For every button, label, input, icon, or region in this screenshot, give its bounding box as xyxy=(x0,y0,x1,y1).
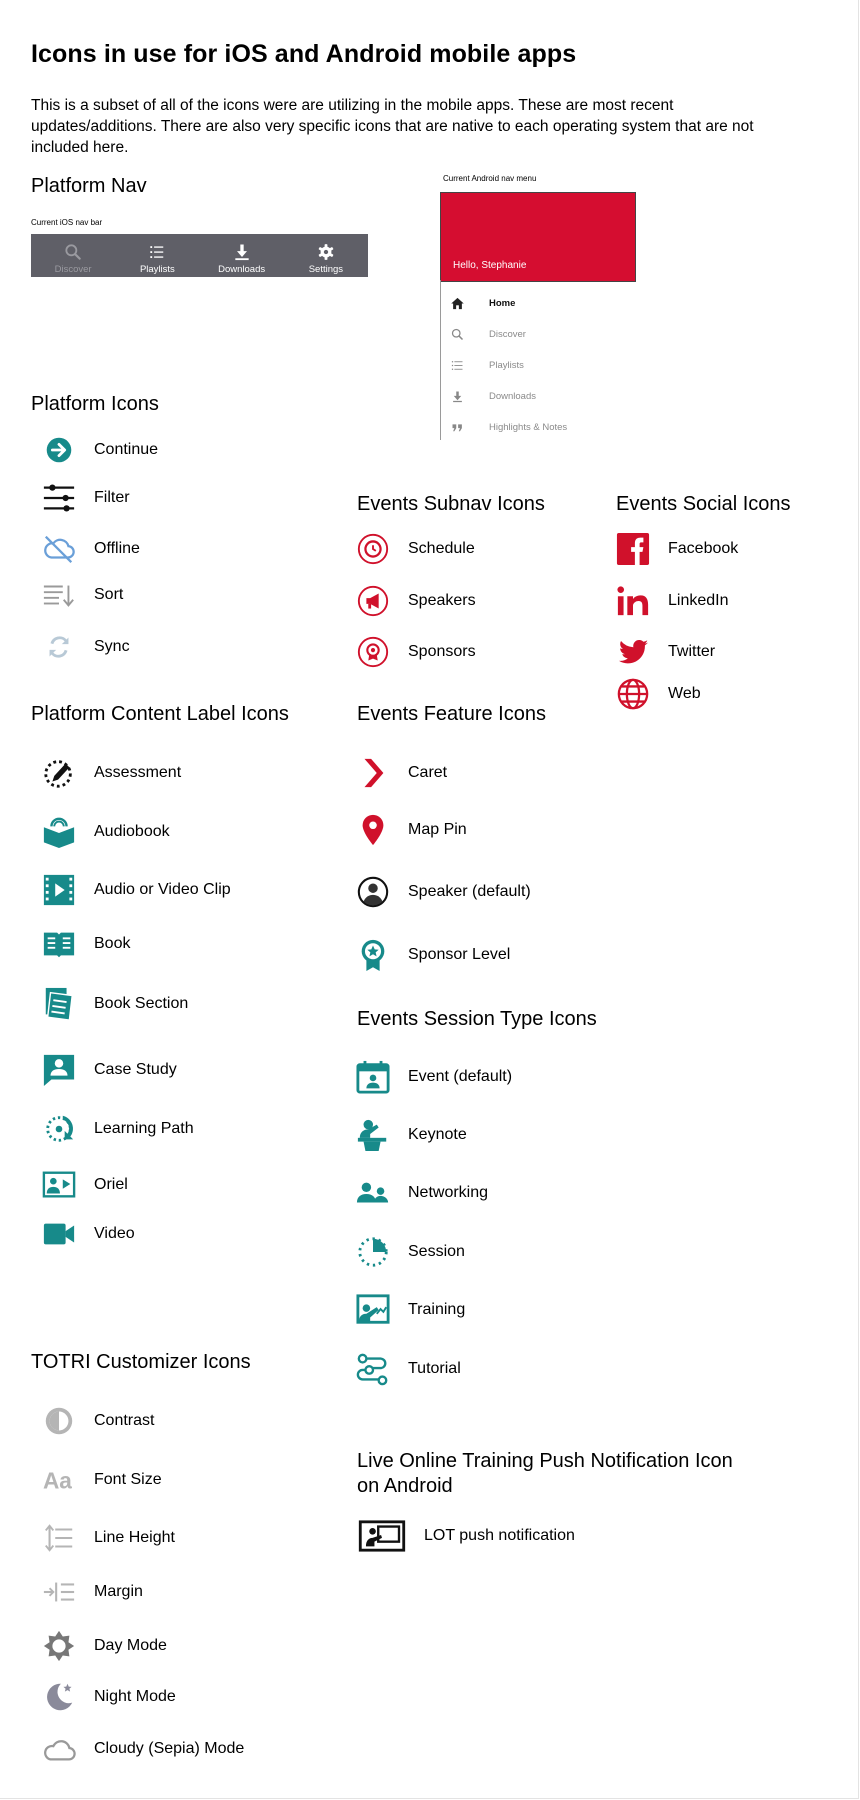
learning-path-icon xyxy=(42,1112,76,1146)
icon-label: Night Mode xyxy=(94,1688,176,1705)
icon-row-keynote xyxy=(355,1117,467,1153)
icon-row-web xyxy=(615,676,701,712)
film-icon xyxy=(42,873,76,907)
icon-row-twitter xyxy=(615,634,715,670)
icon-row-sort xyxy=(41,577,123,613)
events-subnav-heading: Events Subnav Icons xyxy=(357,493,545,515)
android-nav-label: Home xyxy=(489,297,516,309)
svg-text:Aa: Aa xyxy=(42,1467,72,1494)
keynote-podium-icon xyxy=(356,1118,390,1152)
icon-row-map-pin xyxy=(355,812,467,848)
icon-label: Contrast xyxy=(94,1412,155,1429)
icon-label: Sponsor Level xyxy=(408,946,511,963)
icon-row-day-mode xyxy=(41,1628,167,1664)
intro-text: This is a subset of all of the icons were are utilizing in the mobile apps. These are most recent updates/additions. There are also very specific icons that are native to each operating system that are not included here. xyxy=(31,97,754,156)
icon-row-video xyxy=(41,1216,135,1252)
icon-row-continue xyxy=(41,432,158,468)
icon-label: Audiobook xyxy=(94,823,170,840)
icon-label: Facebook xyxy=(668,540,739,557)
icon-label: Learning Path xyxy=(94,1120,194,1137)
schedule-icon xyxy=(356,532,390,566)
icon-label: Oriel xyxy=(94,1176,128,1193)
icon-label: Assessment xyxy=(94,764,182,781)
continue-icon xyxy=(42,433,76,467)
icon-label: Networking xyxy=(408,1184,489,1201)
icon-label: Case Study xyxy=(94,1061,177,1078)
icon-label: LinkedIn xyxy=(668,592,729,609)
case-study-icon xyxy=(42,1053,76,1087)
download-icon xyxy=(450,389,465,404)
android-nav-caption: Current Android nav menu xyxy=(443,174,537,183)
icon-label: Audio or Video Clip xyxy=(94,881,231,898)
megaphone-icon xyxy=(356,584,390,618)
icon-row-event xyxy=(355,1059,512,1095)
linkedin-icon xyxy=(616,584,650,618)
icon-row-oriel xyxy=(41,1167,128,1203)
lot-notification-icon xyxy=(357,1519,407,1553)
twitter-icon xyxy=(616,635,650,669)
facebook-icon xyxy=(616,532,650,566)
sort-icon xyxy=(42,578,76,612)
icon-label: Event (default) xyxy=(408,1068,513,1085)
android-nav-label: Highlights & Notes xyxy=(489,421,568,433)
platform-nav-heading: Platform Nav xyxy=(31,175,147,197)
android-nav-label: Playlists xyxy=(489,359,524,371)
ios-nav-label: Downloads xyxy=(218,264,266,275)
android-nav-downloads[interactable] xyxy=(450,386,536,406)
icon-row-case-study xyxy=(41,1052,177,1088)
icon-label: Training xyxy=(408,1301,466,1318)
events-session-heading: Events Session Type Icons xyxy=(357,1008,597,1030)
icon-label: Session xyxy=(408,1243,465,1260)
events-feature-heading: Events Feature Icons xyxy=(357,703,546,725)
android-menu-edge xyxy=(440,280,441,440)
list-icon xyxy=(147,242,167,262)
people-icon xyxy=(356,1176,390,1210)
icon-row-audiobook xyxy=(41,814,170,850)
icon-row-contrast xyxy=(41,1403,154,1439)
android-greeting: Hello, Stephanie xyxy=(453,260,527,271)
icon-label: Sort xyxy=(94,586,124,603)
sun-icon xyxy=(42,1629,76,1663)
icon-label: Day Mode xyxy=(94,1637,167,1654)
android-nav-menu xyxy=(440,192,636,448)
ios-nav-playlists[interactable] xyxy=(115,234,199,277)
page-title: Icons in use for iOS and Android mobile apps xyxy=(31,40,577,68)
ios-nav-label: Discover xyxy=(54,264,92,275)
icon-row-night-mode xyxy=(41,1679,176,1715)
icon-label: Web xyxy=(668,685,701,702)
icon-row-speaker xyxy=(355,874,531,910)
icon-label: Cloudy (Sepia) Mode xyxy=(94,1740,245,1757)
ios-nav-label: Playlists xyxy=(139,264,175,275)
icon-row-tutorial xyxy=(355,1351,461,1387)
tutorial-path-icon xyxy=(356,1352,390,1386)
calendar-icon xyxy=(356,1060,390,1094)
home-icon xyxy=(450,296,465,311)
icon-row-font-size xyxy=(41,1462,162,1498)
filter-icon xyxy=(42,481,76,515)
icon-row-margin xyxy=(41,1574,143,1610)
icon-label: Keynote xyxy=(408,1126,467,1143)
cloud-off-icon xyxy=(42,532,76,566)
line-height-icon xyxy=(42,1521,76,1555)
margin-indent-icon xyxy=(42,1575,76,1609)
quote-icon xyxy=(450,420,465,435)
video-camera-icon xyxy=(42,1217,76,1251)
caret-right-icon xyxy=(356,756,390,790)
ios-nav-bar xyxy=(31,234,368,277)
icon-row-networking xyxy=(355,1175,488,1211)
icon-label: Video xyxy=(94,1225,135,1242)
icon-row-book xyxy=(41,926,130,962)
icon-row-learning-path xyxy=(41,1111,194,1147)
ios-nav-caption: Current iOS nav bar xyxy=(31,218,103,227)
icon-label: Font Size xyxy=(94,1471,162,1488)
training-icon xyxy=(356,1293,390,1327)
search-icon xyxy=(63,242,83,262)
gear-icon xyxy=(316,242,336,262)
icon-label: LOT push notification xyxy=(424,1527,575,1544)
moon-icon xyxy=(42,1680,76,1714)
globe-icon xyxy=(616,677,650,711)
icon-label: Book Section xyxy=(94,995,189,1012)
map-pin-icon xyxy=(356,813,390,847)
list-icon xyxy=(450,358,465,373)
android-nav-label: Downloads xyxy=(489,390,536,402)
award-badge-icon xyxy=(356,938,390,972)
ios-nav-label: Settings xyxy=(308,264,344,275)
icon-label: Margin xyxy=(94,1583,143,1600)
ios-nav-settings[interactable] xyxy=(284,234,368,277)
events-social-heading: Events Social Icons xyxy=(616,493,791,515)
totri-heading: TOTRI Customizer Icons xyxy=(31,1351,251,1373)
icon-row-filter xyxy=(41,480,130,516)
icon-row-linkedin xyxy=(615,583,729,619)
ios-nav-downloads[interactable] xyxy=(200,234,284,277)
icon-label: Map Pin xyxy=(408,821,467,838)
android-nav-home[interactable] xyxy=(450,293,515,313)
icon-label: Line Height xyxy=(94,1529,175,1546)
download-icon xyxy=(232,242,252,262)
lot-heading: Live Online Training Push Notification Icon on Android xyxy=(357,1450,733,1497)
icon-row-lot xyxy=(357,1518,575,1554)
icon-row-assessment xyxy=(41,755,181,791)
icon-row-speakers xyxy=(355,583,476,619)
icon-label: Sponsors xyxy=(408,643,476,660)
icon-row-line-height xyxy=(41,1520,175,1556)
oriel-icon xyxy=(42,1168,76,1202)
icon-row-training xyxy=(355,1292,465,1328)
icon-label: Continue xyxy=(94,441,159,458)
icon-label: Schedule xyxy=(408,540,475,557)
assessment-icon xyxy=(42,756,76,790)
content-label-heading: Platform Content Label Icons xyxy=(31,703,289,725)
android-nav-discover[interactable] xyxy=(450,324,526,344)
icon-row-sponsor-level xyxy=(355,937,510,973)
icon-row-clip xyxy=(41,872,231,908)
icon-label: Book xyxy=(94,935,131,952)
android-nav-highlights[interactable] xyxy=(450,417,567,437)
icon-label: Speakers xyxy=(408,592,476,609)
icon-row-sync xyxy=(41,629,130,665)
user-circle-icon xyxy=(356,875,390,909)
android-nav-header xyxy=(440,192,636,282)
session-icon xyxy=(356,1235,390,1269)
icon-label: Twitter xyxy=(668,643,716,660)
ios-nav-discover[interactable] xyxy=(31,234,115,277)
icon-row-sponsors xyxy=(355,634,476,670)
font-size-icon xyxy=(42,1463,76,1497)
icon-label: Offline xyxy=(94,540,140,557)
icon-label: Tutorial xyxy=(408,1360,461,1377)
sync-icon xyxy=(42,630,76,664)
icon-label: Caret xyxy=(408,764,448,781)
contrast-icon xyxy=(42,1404,76,1438)
cloud-icon xyxy=(42,1732,76,1766)
icon-row-cloudy-mode xyxy=(41,1731,244,1767)
icon-row-offline xyxy=(41,531,140,567)
search-icon xyxy=(450,327,465,342)
icon-row-facebook xyxy=(615,531,738,567)
book-icon xyxy=(42,927,76,961)
award-icon xyxy=(356,635,390,669)
icon-label: Speaker (default) xyxy=(408,883,531,900)
icon-row-book-section xyxy=(41,986,188,1022)
android-nav-playlists[interactable] xyxy=(450,355,524,375)
icon-row-caret xyxy=(355,755,447,791)
android-nav-label: Discover xyxy=(489,328,526,340)
icon-row-schedule xyxy=(355,531,475,567)
icon-label: Sync xyxy=(94,638,130,655)
icon-row-session xyxy=(355,1234,465,1270)
icon-label: Filter xyxy=(94,489,130,506)
book-section-icon xyxy=(42,987,76,1021)
platform-icons-heading: Platform Icons xyxy=(31,393,159,415)
audiobook-icon xyxy=(42,815,76,849)
